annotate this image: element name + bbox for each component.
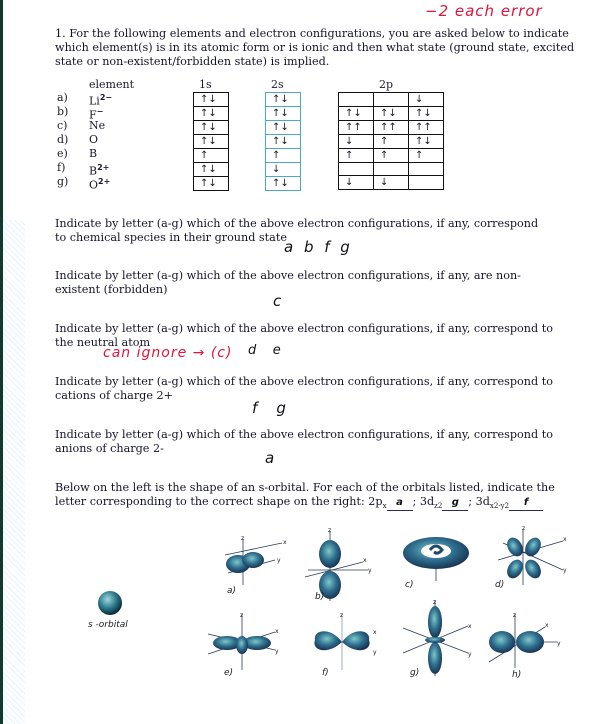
orbital-c-torus-icon (400, 523, 475, 588)
svg-text:y: y (277, 557, 281, 564)
element-name-e (89, 147, 97, 161)
svg-text:x: x (283, 539, 287, 546)
svg-text:x: x (545, 622, 549, 629)
grading-note: −2 each error (425, 2, 543, 20)
svg-text:y: y (373, 649, 377, 656)
element-symbol: Li (89, 94, 100, 108)
orbital-g-icon (400, 598, 475, 678)
element-row-a (57, 91, 68, 105)
box-1s-g: ↑↓ (194, 177, 229, 191)
row-letter: c) (57, 119, 68, 132)
question-number: 1. (55, 27, 66, 40)
box-2p-d-1: ↓ (339, 135, 374, 149)
answer-blank-3dx2y2[interactable]: f (509, 496, 543, 511)
orbital-item-sub: z2 (434, 502, 443, 511)
box-2p-f-1 (339, 163, 374, 176)
element-symbol: O (89, 178, 99, 192)
answer-ground-state: a b f g (284, 238, 353, 256)
orbital-2p-boxes (338, 92, 444, 190)
orbital-e-icon (205, 612, 280, 672)
box-2p-c-2: ↑↑ (374, 121, 409, 135)
box-2p-f-2 (374, 163, 409, 176)
answer-blank-2px[interactable]: a (387, 496, 413, 511)
orbital-shape-question (55, 481, 570, 513)
element-header: element (89, 78, 134, 91)
svg-text:x: x (373, 629, 377, 636)
element-symbol: B (89, 147, 98, 160)
svg-text:y: y (368, 567, 372, 574)
box-2p-g-1: ↓ (339, 176, 374, 190)
element-charge: 2− (99, 93, 113, 102)
element-row-d (57, 133, 68, 147)
box-2p-d-3: ↑↓ (409, 135, 444, 149)
panel-label-f: f) (322, 668, 329, 678)
orbital-item-sub: x (382, 502, 387, 511)
svg-text:z: z (513, 612, 517, 619)
box-2p-g-2: ↓ (374, 176, 409, 190)
box-2p-a-2 (374, 93, 409, 107)
orbital-question-text: Below on the left is the shape of an s-orbital. For each of the orbitals listed, indicate the letter corresponding to the correct shape on the right: (55, 481, 555, 508)
box-2s-b: ↑↓ (266, 107, 301, 121)
answer-blank-3dz2[interactable]: g (442, 496, 468, 511)
svg-text:y: y (275, 648, 279, 655)
panel-label-d: d) (495, 580, 505, 590)
header-2p: 2p (379, 78, 394, 91)
orbital-item-3dz2: $3d_{z2}$ g ; (419, 495, 476, 511)
s-orbital-sphere-icon (95, 588, 125, 618)
box-1s-a: ↑↓ (194, 93, 229, 107)
element-name-d (89, 133, 98, 147)
prompt-neutral-atom: Indicate by letter (a-g) which of the above electron configurations, if any, correspond to the neutral atom (55, 322, 553, 349)
box-2s-c: ↑↓ (266, 121, 301, 135)
orbital-f-icon (305, 612, 380, 672)
panel-label-e: e) (224, 668, 234, 678)
element-symbol: Ne (89, 119, 106, 132)
box-1s-d: ↑↓ (194, 135, 229, 149)
answer-neutral-atom: d e (248, 343, 281, 358)
box-2p-a-3: ↓ (409, 93, 444, 107)
row-letter: a) (57, 91, 68, 104)
grader-note-can-ignore: can ignore → (c) (103, 345, 233, 361)
svg-text:y: y (563, 567, 567, 574)
prompt-cations-2plus: Indicate by letter (a-g) which of the above electron configurations, if any, correspond to cations of charge 2+ (55, 375, 553, 402)
svg-text:x: x (468, 623, 472, 630)
element-row-b (57, 105, 68, 119)
box-2p-f-3 (409, 163, 444, 176)
orbital-item-2px: $2p_x$ a ; (368, 495, 420, 511)
box-2p-c-1: ↑↑ (339, 121, 374, 135)
box-2s-e: ↑ (266, 149, 301, 163)
orbital-h-py-icon (485, 612, 565, 672)
element-row-c (57, 119, 67, 133)
element-row-g (57, 175, 68, 189)
element-symbol: B (89, 164, 98, 178)
panel-label-c: c) (405, 580, 414, 590)
box-1s-e: ↑ (194, 149, 229, 163)
box-2p-e-3: ↑ (409, 149, 444, 163)
svg-text:z: z (340, 612, 344, 619)
svg-text:y: y (468, 651, 472, 658)
box-2p-b-3: ↑↓ (409, 107, 444, 121)
box-1s-c: ↑↓ (194, 121, 229, 135)
row-letter: e) (57, 147, 68, 160)
svg-text:z: z (241, 535, 245, 542)
box-2p-g-3 (409, 176, 444, 190)
svg-text:x: x (363, 557, 367, 564)
svg-text:x: x (563, 536, 567, 543)
box-2p-c-3: ↑↑ (409, 121, 444, 135)
prompt-ground-state: Indicate by letter (a-g) which of the above electron configurations, if any, correspond to chemical species in their ground state (55, 217, 539, 244)
row-letter: d) (57, 133, 69, 146)
box-2p-d-2: ↑ (374, 135, 409, 149)
box-2s-d: ↑↓ (266, 135, 301, 149)
question-intro (55, 27, 575, 69)
element-name-g (89, 175, 110, 193)
element-name-c (89, 119, 105, 133)
answer-cations-2plus: f g (252, 399, 286, 417)
prompt-forbidden: Indicate by letter (a-g) which of the above electron configurations, if any, are non-existent (forbidden) (55, 269, 521, 296)
header-1s: 1s (199, 78, 212, 91)
box-2s-a: ↑↓ (266, 93, 301, 107)
row-letter: b) (57, 105, 69, 118)
box-2s-f: ↓ (266, 163, 301, 177)
orbital-item-label: 3d (419, 495, 435, 508)
box-1s-b: ↑↓ (194, 107, 229, 121)
answer-anions-2minus: a (265, 449, 275, 467)
svg-text:y: y (557, 640, 561, 647)
element-symbol: O (89, 133, 99, 146)
row-letter: f) (57, 161, 66, 174)
box-1s-f: ↑↓ (194, 163, 229, 177)
prompt-anions-2minus: Indicate by letter (a-g) which of the above electron configurations, if any, correspond to anions of charge 2- (55, 428, 553, 455)
s-orbital-label: s -orbital (88, 620, 128, 630)
orbital-b-pz-icon (303, 527, 373, 607)
element-row-e (57, 147, 68, 161)
panel-label-b: b) (315, 592, 325, 602)
box-2p-e-1: ↑ (339, 149, 374, 163)
question-intro-text: For the following elements and electron configurations, you are asked below to indicate which element(s) is in its atomic form or is ionic and then what state (ground state, excited state or non-existent/forbidden state) is implied. (55, 27, 575, 68)
box-2p-b-1: ↑↓ (339, 107, 374, 121)
scan-noise (3, 220, 25, 724)
svg-text:z: z (522, 525, 526, 532)
svg-text:z: z (433, 599, 437, 606)
element-symbol: F (89, 108, 97, 122)
panel-label-a: a) (227, 586, 237, 596)
orbital-item-label: 2p (368, 495, 383, 508)
answer-forbidden: c (273, 292, 282, 310)
element-charge: 2+ (97, 163, 110, 172)
header-2s: 2s (271, 78, 284, 91)
orbital-item-sub: x2-y2 (489, 502, 510, 511)
element-row-f (57, 161, 65, 175)
element-charge: − (96, 107, 104, 116)
orbital-item-3dx2y2 (475, 495, 543, 511)
orbital-2s-boxes (265, 92, 301, 191)
orbital-item-label: 3d (475, 495, 490, 508)
svg-text:z: z (328, 527, 332, 534)
box-2p-b-2: ↑↓ (374, 107, 409, 121)
panel-label-g: g) (410, 668, 420, 678)
orbital-1s-boxes (193, 92, 229, 191)
orbital-d-cloverleaf-icon (495, 525, 570, 595)
row-letter: g) (57, 175, 69, 188)
box-2p-e-2: ↑ (374, 149, 409, 163)
svg-text:z: z (240, 612, 244, 619)
box-2p-a-1 (339, 93, 374, 107)
box-2s-g: ↑↓ (266, 177, 301, 191)
svg-text:x: x (275, 628, 279, 635)
element-charge: 2+ (98, 177, 111, 186)
panel-label-h: h) (512, 670, 522, 680)
